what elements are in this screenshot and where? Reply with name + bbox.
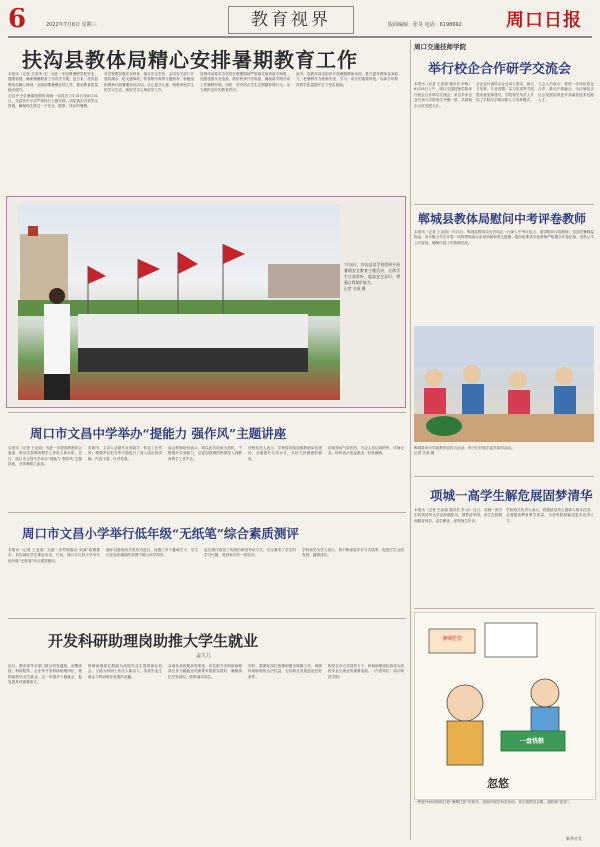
speaker-legs xyxy=(44,374,70,400)
child-head xyxy=(531,679,559,707)
exam-photo-scene xyxy=(414,326,594,442)
cartoon-sign-money: 一盘钱粮 xyxy=(519,738,544,745)
students-legs xyxy=(78,348,308,372)
school-col1: 本报讯（记者 王亚丽 通讯员 李杨）6月29日上午，周口交通技师学院举行校企合作研学交流会，来自多家企业代表与学院师生齐聚一堂，共商校企合作发展大计。 xyxy=(414,82,472,108)
wall xyxy=(414,326,594,366)
xiangcheng-col1: 本报讯（记者 王亚丽 通讯员 李 冰）近日，项城一高学生收到清华大学录取通知书，圆梦清华园。该生在校期间勤奋刻苦，品学兼优，深受师生好评。 xyxy=(414,508,502,523)
employment-col1: 近日，教育部等多部门联合印发通知，部署高校、科研院所、企业等开发科研助理岗位，吸纳高校毕业生就业。这一举措对于稳就业、促发展具有重要意义。 xyxy=(8,664,82,685)
building-right xyxy=(268,264,340,298)
employment-author: 孟久儿 xyxy=(196,653,212,659)
divider-1 xyxy=(8,412,406,413)
flag-4 xyxy=(88,266,106,284)
main-photo xyxy=(18,204,340,400)
cartoon-sign-left: 暑期托管 xyxy=(441,636,462,642)
issue-date: 2022年7月6日 星期三 xyxy=(46,22,97,28)
employment-col2: 科研助理岗位既能为高校毕业生提供就业机会，又能为科研工作注入新活力，实现毕业生就业与科研事业发展的双赢。 xyxy=(88,664,162,679)
main-article-col3: 县教体局要求各学校在假期期间严格落实值班值守制度，加强校园安全巡查，做好秋季开学准备，确保新学期各项工作顺利开展。同时，坚决防止学生在假期补课行为，全力维护良好的教育秩序。 xyxy=(200,72,290,93)
parent-body xyxy=(447,721,483,765)
employment-title: 开发科研助理岗助推大学生就业 xyxy=(48,632,259,650)
main-photo-scene xyxy=(18,204,340,400)
wenchang-middle-col2: 讲座中，主讲人从提升业务能力、转变工作作风、增强责任担当等方面进行了深入浅出的讲解，内容丰富、针对性强。 xyxy=(88,446,162,461)
child-2 xyxy=(463,365,481,383)
divider-3 xyxy=(8,618,406,619)
wenchang-primary-col3: 此次测评改变了传统的纸笔考试方式，充分激发了学生的学习兴趣，受到家长的一致好评。 xyxy=(204,548,296,558)
divider-2 xyxy=(8,512,406,513)
wenchang-middle-title: 周口市文昌中学举办“提能力 强作风”主题讲座 xyxy=(30,426,287,441)
divider-r1 xyxy=(414,204,594,205)
employment-col5: 相信在各方共同努力下，科研助理岗位将成为高校毕业生就业的重要渠道。（作者单位：周口师范学院） xyxy=(328,664,404,679)
child-4 xyxy=(555,367,573,385)
page-number: 6 xyxy=(8,4,27,34)
divider-r3 xyxy=(414,608,594,609)
flag-3 xyxy=(223,244,245,264)
cartoon-credit: 新华社发 xyxy=(566,836,582,841)
watermelon xyxy=(426,416,462,436)
child-1 xyxy=(425,369,443,387)
main-article-title: 扶沟县教体局精心安排暑期教育工作 xyxy=(22,48,358,72)
wenchang-primary-title: 周口市文昌小学举行低年级“无纸笔”综合素质测评 xyxy=(22,526,299,541)
xiangcheng-title: 项城一高学生解危展固梦清华 xyxy=(430,488,593,503)
newspaper-logo: 周口日报 xyxy=(506,10,582,31)
flag-2 xyxy=(178,252,198,274)
building-roof xyxy=(28,226,38,236)
speaker-head xyxy=(49,288,65,304)
cartoon-caption: 一些校外培训机构打着“暑期托管”的旗号，违规开展学科类培训，家长需擦亮双眼，谨防被“忽悠”。 xyxy=(414,800,573,804)
divider-r2 xyxy=(414,476,594,477)
school-label: 周口交通技师学院 xyxy=(414,43,466,51)
exam-body: 本报讯（记者 王亚丽）7月3日，郸城县教体局负责同志一行深入中考评卷点，看望慰问评卷教师，送去防暑降温物品，向辛勤工作在评卷一线的教师表示亲切问候和衷心感谢。慰问组要求评卷教师严格遵守评卷纪律，坚持公平公正原则，确保评卷工作圆满完成。 xyxy=(414,230,594,245)
child-shirt-1 xyxy=(424,388,446,418)
students-rows xyxy=(78,314,308,348)
flag-1 xyxy=(138,259,160,279)
exam-caption: 郸城县举行学前教育宣传月活动，孩子们开展丰富多彩的活动。 记者 关成 摄 xyxy=(414,446,515,456)
school-col2: 各企业代表结合企业用人需求，就人才培养、专业设置、实习实训等方面提出意见和建议，学院相关负责人介绍了学院办学情况和人才培养模式。 xyxy=(476,82,534,103)
cartoon-panel xyxy=(414,612,596,800)
sign-board-top xyxy=(485,623,537,657)
child-shirt-2 xyxy=(462,384,484,414)
parent-head xyxy=(447,685,483,721)
wenchang-primary-col1: 本报讯（记者 王亚丽）为进一步贯彻落实“双减”政策要求，切实减轻学生课业负担，日前，周口市文昌小学举行低年级“无纸笔”综合素质测评。 xyxy=(8,548,100,563)
xiangcheng-col2: 学校相关负责人表示，将继续坚持立德树人根本任务，全面提高教育教学质量，为高等院校输送更多优秀人才。 xyxy=(506,508,594,523)
main-article-col4: 此外，县教体局还组织开展暑期教师培训，着力提升教师业务能力，把暑假作为教师充电、学习、成长的重要时段，为新学年教育教学质量提升打下坚实基础。 xyxy=(296,72,398,87)
wenchang-middle-col5: 讲座现场气氛热烈，与会人员认真聆听、详细记录，纷纷表示受益匪浅，收获满满。 xyxy=(328,446,404,456)
child-3 xyxy=(509,371,527,389)
wenchang-primary-col4: 学校相关负责人表示，将不断探索评价方式改革，促进学生全面发展、健康成长。 xyxy=(302,548,404,558)
speaker-figure xyxy=(44,304,70,374)
exam-title: 郸城县教体局慰问中考评卷教师 xyxy=(418,212,587,226)
masthead-rule xyxy=(8,36,592,38)
cartoon-title: 忽悠 xyxy=(487,777,509,790)
section-title: 教育视界 xyxy=(228,6,354,34)
editor-line: 版面编辑：张昊 电话：6198692 xyxy=(388,22,462,28)
school-col3: 与会人员表示，将进一步深化校企合作，推动产教融合，为区域经济社会发展培养更多高素质技术技能人才。 xyxy=(538,82,594,103)
school-title: 举行校企合作研学交流会 xyxy=(428,62,572,77)
wenchang-middle-col3: 参会教师纷纷表示，将以此次讲座为契机，不断提升自身能力，以更加饱满的热情投入到教育教学工作中去。 xyxy=(168,446,242,461)
child-shirt-4 xyxy=(554,386,576,416)
main-photo-caption: 7月4日，扶沟县某学校组织开展暑期安全教育主题活动，全体学生认真聆听，提高安全意识，增强自我保护能力。 记者 关成 摄 xyxy=(344,262,400,291)
wenchang-primary-col2: 测评以游戏闯关的形式进行，设置了多个趣味关卡，学生们在轻松愉悦的氛围中展示所学知识。 xyxy=(106,548,198,558)
column-divider xyxy=(410,40,411,840)
exam-photo xyxy=(414,326,594,442)
main-article-col2: 各学校要加强安全教育、落实安全责任，会同有关部门开展防溺水、防交通事故、防食物中毒等专题教育；积极组织教师开展暑期家访活动，关心留守儿童、困难家庭学生的学习生活，做好学生心理疏导工作。 xyxy=(104,72,194,93)
employment-col3: 各地各高校要高度重视，切实把开发科研助理岗位作为稳就业的重要举措抓实抓好，确保岗位开发到位、政策落实到位。 xyxy=(168,664,242,679)
wenchang-middle-col4: 该校负责人表示，学校将持续加强教师队伍建设，全面提升办学水平，办好人民满意的教育。 xyxy=(248,446,322,461)
main-article-col1: 本报讯（记者 关成李 文）为进一步加强暑假学校安全、健康管理，确保暑期教育工作有序开展，连日来，扶沟县教体局精心谋划、全面部署暑期各项工作，推动教育质量稳步提升。 全县中小学暑期放假时间统一安排在7月14日至8月31日，全县各中小学严格执行上级安排，切实落实各项安全措施，确保师生度过一个安全、健康、快乐的暑假。 xyxy=(8,72,98,109)
employment-col4: 同时，要做好岗位管理和服务保障工作，保障科研助理的合法权益，为其职业发展创造良好条件。 xyxy=(248,664,322,679)
wenchang-middle-col1: 本报讯（记者 王亚丽）为进一步提高教师综合素质，推动学校教育教学工作再上新台阶，近日，周口市文昌中学举办“提能力 强作风”主题讲座，全体教职工参加。 xyxy=(8,446,82,467)
